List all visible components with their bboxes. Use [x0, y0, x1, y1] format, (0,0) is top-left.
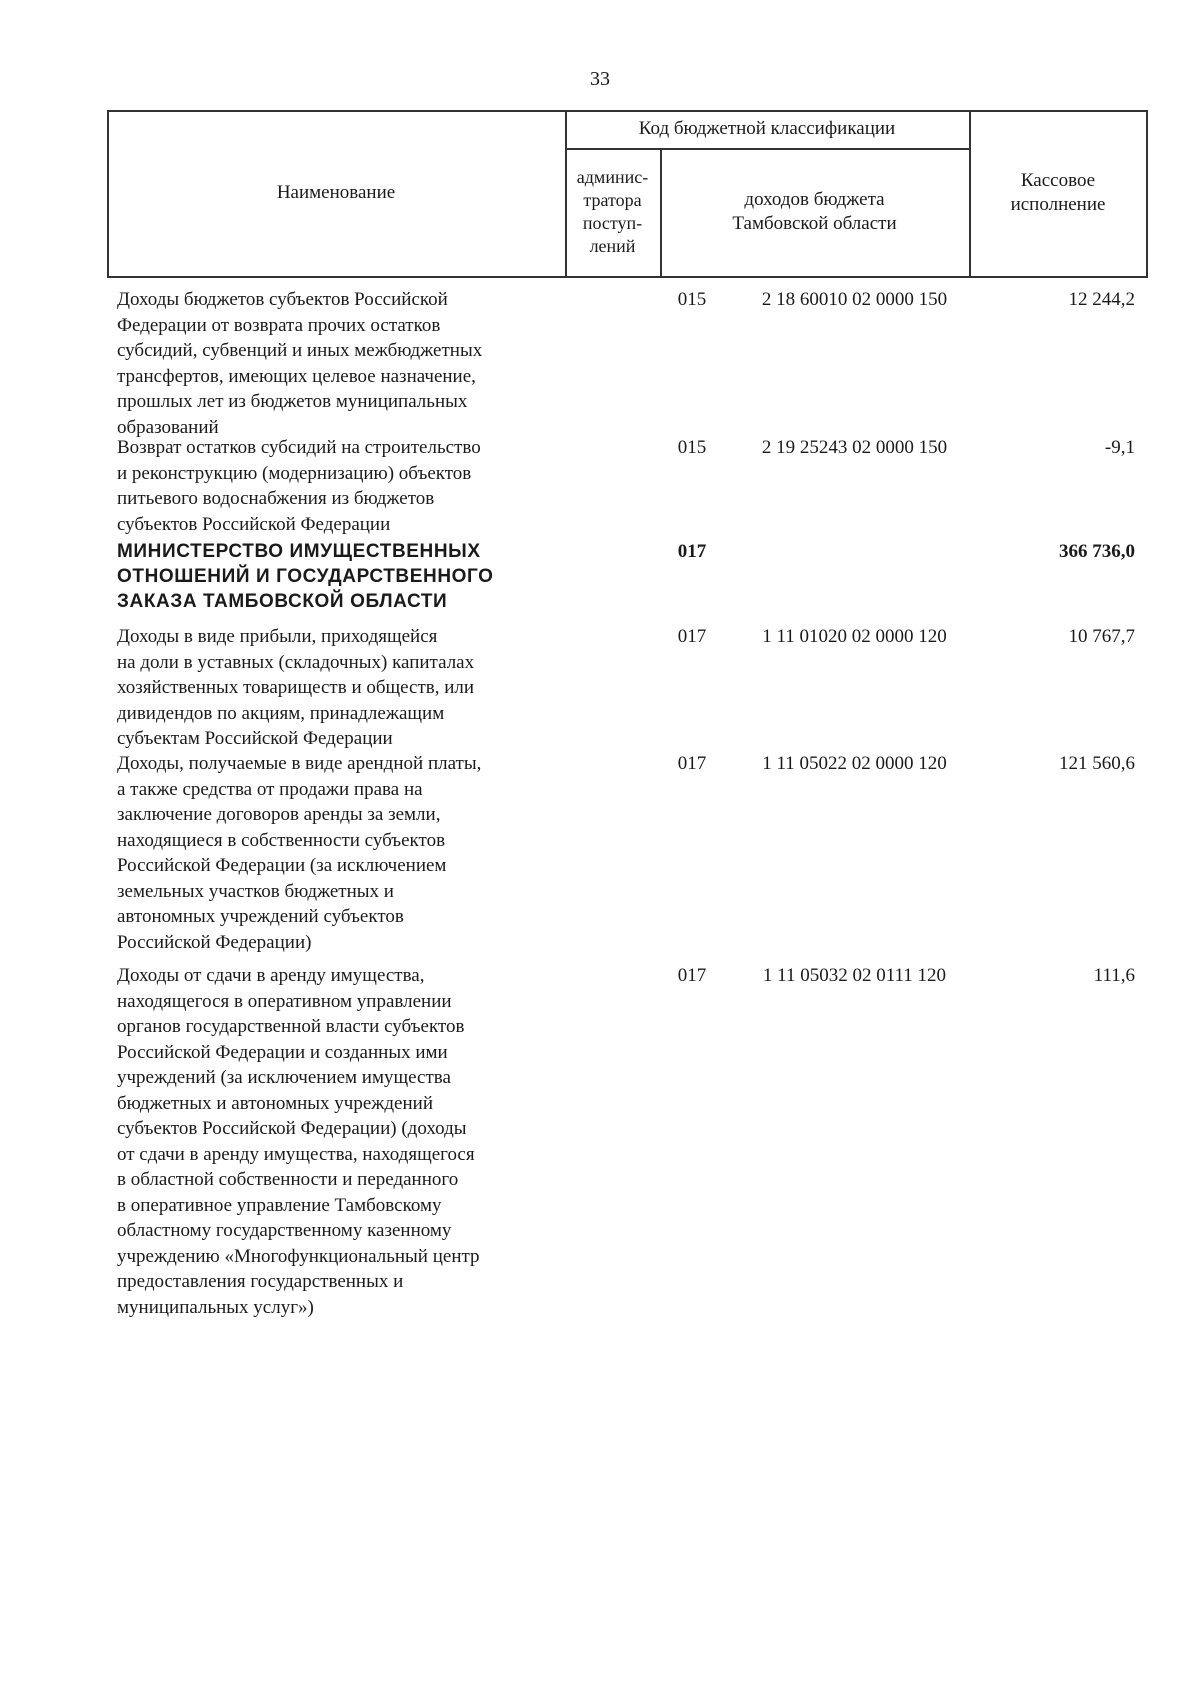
header-budget-income-line: Тамбовской области — [732, 213, 897, 234]
header-classification-code: Код бюджетной классификации — [638, 118, 896, 139]
row-name — [117, 435, 575, 537]
row-name-line: Доходы бюджетов субъектов Российской — [117, 289, 448, 310]
header-administrator-line: поступ- — [582, 213, 643, 233]
row-name-line: автономных учреждений субъектов — [117, 906, 404, 927]
section-title — [117, 539, 575, 614]
row-name-line: находящегося в оперативном управлении — [117, 990, 452, 1012]
row-name-line: Доходы в виде прибыли, приходящейся — [117, 626, 438, 647]
row-name-line: Российской Федерации) — [117, 931, 312, 953]
header-administrator-line: лений — [589, 236, 636, 256]
section-title-line: МИНИСТЕРСТВО ИМУЩЕСТВЕННЫХ — [117, 541, 481, 562]
row-name — [117, 751, 575, 955]
row-amount: 111,6 — [1093, 965, 1135, 986]
row-name-line: дивидендов по акциям, принадлежащим — [117, 702, 445, 724]
row-amount: 121 560,6 — [1059, 753, 1135, 774]
row-name-line: заключение договоров аренды за земли, — [117, 804, 441, 825]
section-title-line: ОТНОШЕНИЙ И ГОСУДАРСТВЕННОГО — [117, 566, 494, 587]
row-name-line: и реконструкцию (модернизацию) объектов — [117, 462, 472, 484]
row-admin-code: 015 — [677, 289, 707, 310]
row-name-line: от сдачи в аренду имущества, находящегося — [117, 1143, 475, 1165]
row-amount: 366 736,0 — [1059, 541, 1135, 562]
row-name-line: Российской Федерации (за исключением — [117, 855, 447, 876]
header-budget-income — [660, 148, 969, 276]
row-name-line: областному государственному казенному — [117, 1220, 452, 1241]
row-name-line: трансфертов, имеющих целевое назначение, — [117, 365, 476, 387]
row-name-line: хозяйственных товариществ и обществ, или — [117, 677, 475, 698]
header-cash-execution-line: Кассовое — [1020, 170, 1096, 191]
row-admin-code: 017 — [677, 753, 707, 774]
row-name-line: в областной собственности и переданного — [117, 1169, 459, 1190]
table-row — [117, 624, 1135, 751]
header-cash-execution — [969, 110, 1147, 276]
table-row — [117, 751, 1135, 963]
header-budget-income-line: доходов бюджета — [744, 189, 885, 210]
row-name-line: субъектов Российской Федерации) (доходы — [117, 1118, 467, 1139]
table-row — [117, 287, 1135, 438]
row-name-line: учреждению «Многофункциональный центр — [117, 1245, 480, 1267]
row-name-line: субъектов Российской Федерации — [117, 513, 391, 535]
header-bottom-border — [107, 276, 1147, 278]
table-header — [107, 110, 1147, 278]
row-name-line: Доходы от сдачи в аренду имущества, — [117, 965, 425, 986]
row-name-line: Возврат остатков субсидий на строительство — [117, 437, 481, 458]
row-name-line: субъектам Российской Федерации — [117, 728, 393, 749]
row-admin-code: 017 — [677, 965, 707, 986]
row-amount: 12 244,2 — [1068, 289, 1135, 310]
row-name-line: питьевого водоснабжения из бюджетов — [117, 488, 435, 509]
header-administrator-line: тратора — [583, 190, 642, 210]
row-name — [117, 624, 575, 752]
row-name-line: субсидий, субвенций и иных межбюджетных — [117, 340, 483, 361]
row-income-code: 1 11 01020 02 0000 120 — [762, 626, 947, 647]
row-name-line: на доли в уставных (складочных) капиталах — [117, 651, 475, 673]
header-administrator — [565, 148, 660, 276]
row-name-line: находящиеся в собственности субъектов — [117, 829, 446, 851]
row-name-line: Российской Федерации и созданных ими — [117, 1041, 448, 1063]
row-income-code: 2 18 60010 02 0000 150 — [761, 289, 948, 310]
row-name-line: муниципальных услуг») — [117, 1296, 314, 1318]
row-name-line: органов государственной власти субъектов — [117, 1016, 465, 1037]
row-amount: -9,1 — [1104, 437, 1135, 458]
table-row — [117, 963, 1135, 1323]
page-number: 33 — [590, 68, 610, 90]
header-administrator-line: админис- — [576, 167, 649, 187]
table-row — [117, 435, 1135, 539]
row-name-line: учреждений (за исключением имущества — [117, 1067, 451, 1088]
row-income-code: 1 11 05032 02 0111 120 — [762, 965, 947, 986]
row-name-line: Федерации от возврата прочих остатков — [117, 314, 441, 336]
row-admin-code: 015 — [677, 437, 707, 458]
row-admin-code: 017 — [677, 626, 707, 647]
row-name-line: а также средства от продажи права на — [117, 778, 423, 800]
table-body — [117, 287, 1135, 1323]
table-row-section — [117, 539, 1135, 624]
row-name-line: прошлых лет из бюджетов муниципальных — [117, 391, 468, 412]
row-name — [117, 287, 575, 440]
row-amount: 10 767,7 — [1068, 626, 1135, 647]
row-name-line: земельных участков бюджетных и — [117, 880, 394, 902]
header-cash-execution-line: исполнение — [1010, 194, 1106, 215]
row-name-line: бюджетных и автономных учреждений — [117, 1092, 433, 1114]
row-admin-code: 017 — [677, 541, 707, 562]
row-income-code: 1 11 05022 02 0000 120 — [762, 753, 947, 774]
row-name-line: Доходы, получаемые в виде арендной платы, — [117, 753, 482, 774]
section-title-line: ЗАКАЗА ТАМБОВСКОЙ ОБЛАСТИ — [117, 591, 448, 612]
row-income-code: 2 19 25243 02 0000 150 — [761, 437, 948, 458]
row-name-line: образований — [117, 416, 219, 438]
row-name — [117, 963, 575, 1320]
header-name: Наименование — [276, 182, 396, 203]
row-name-line: предоставления государственных и — [117, 1271, 404, 1292]
row-name-line: в оперативное управление Тамбовскому — [117, 1194, 442, 1216]
